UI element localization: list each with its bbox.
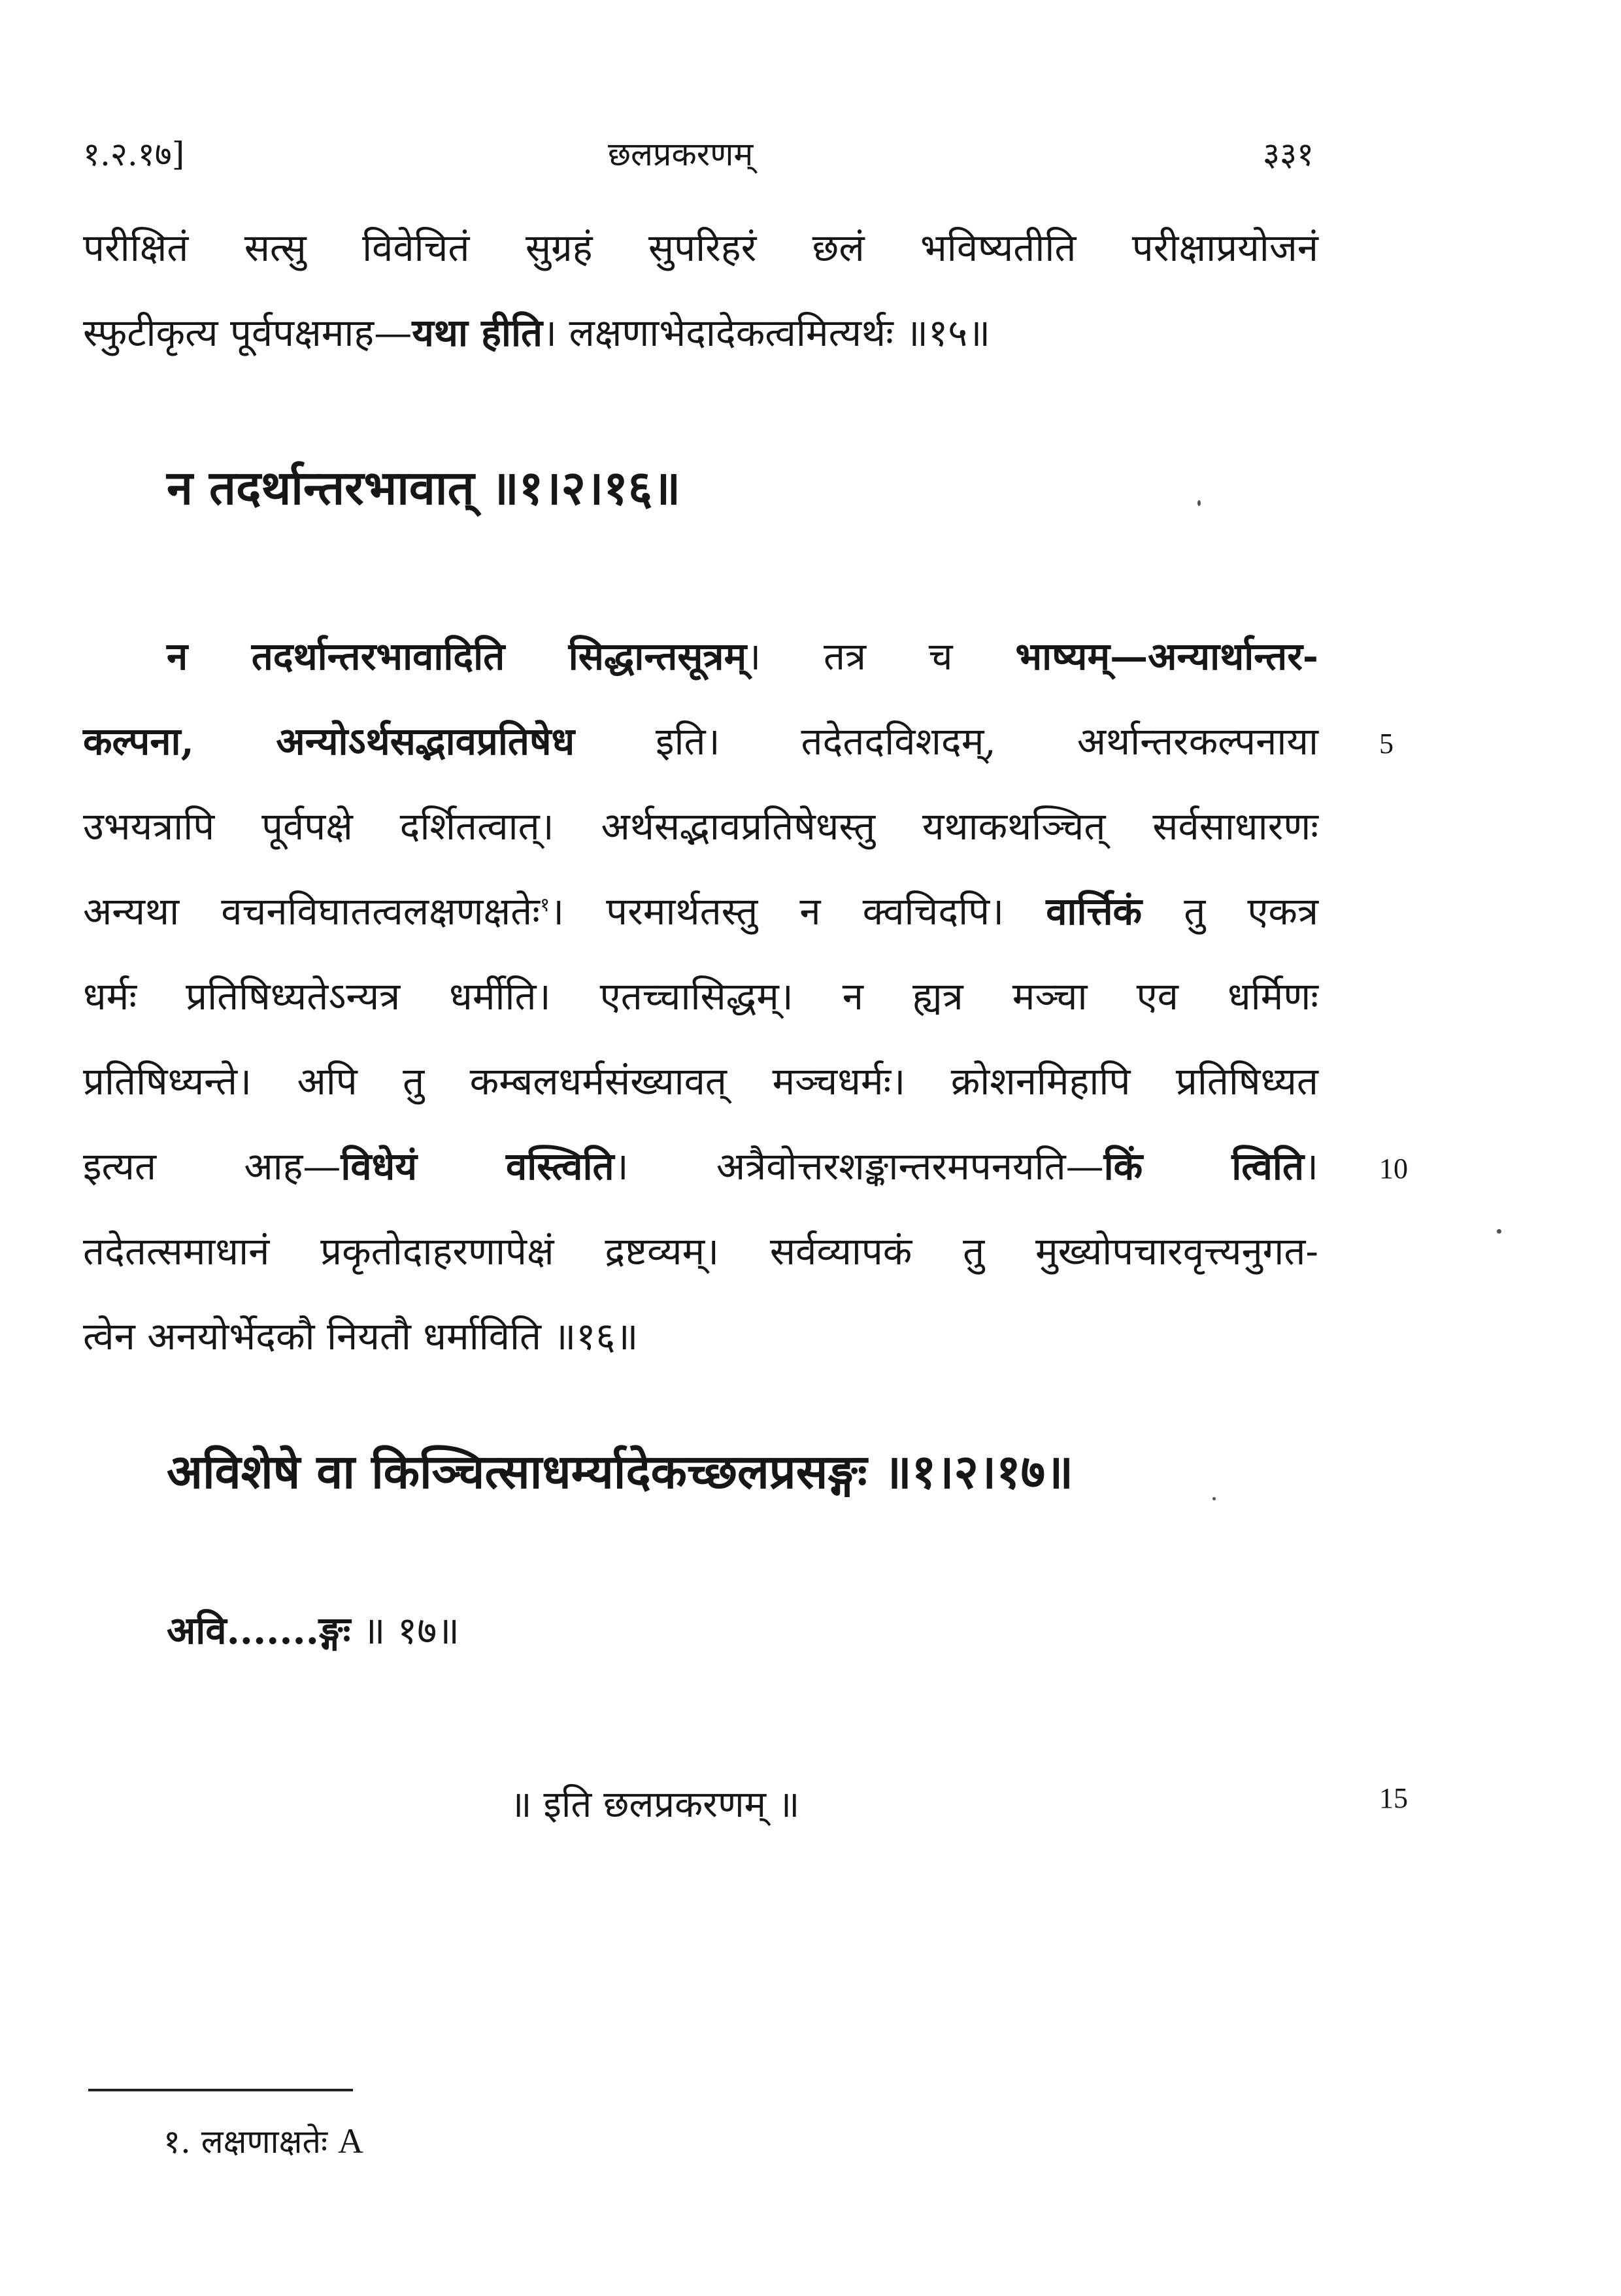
sutra-heading-17: अविशेषे वा किञ्चित्साधर्म्यादेकच्छलप्रसङ्गः ॥१।२।१७॥: [167, 1443, 1074, 1499]
bold-term: अवि.......ङ्गः: [167, 1608, 351, 1653]
footnote: [163, 2118, 363, 2163]
header-section-ref: १.२.१७]: [83, 135, 185, 173]
bold-term: किं त्विति: [1103, 1144, 1305, 1189]
header-title: छलप्रकरणम्: [608, 135, 754, 173]
para2-line3: उभयत्रापि पूर्वपक्षे दर्शितत्वात्। अर्थसद्भावप्रतिषेधस्तु यथाकथञ्चित् सर्वसाधारणः: [83, 804, 1318, 849]
bold-term: विधेयं वस्त्विति: [341, 1144, 614, 1189]
scan-speck: [1497, 1229, 1501, 1234]
text-run: ॥ १७॥: [350, 1608, 460, 1653]
para1-line1: परीक्षितं सत्सु विवेचितं सुग्रहं सुपरिहरं छलं भविष्यतीति परीक्षाप्रयोजनं: [83, 226, 1318, 270]
scan-speck: [1197, 500, 1201, 506]
sutra-heading-16: न तदर्थान्तरभावात् ॥१।२।१६॥: [167, 460, 681, 515]
text-run: अन्यथा वचनविघातत्वलक्षणक्षतेः: [83, 889, 540, 934]
footnote-source: A: [338, 2121, 363, 2161]
page-number: ३३१: [1263, 135, 1314, 173]
para2-line5: धर्मः प्रतिषिध्यतेऽन्यत्र धर्मीति। एतच्चासिद्धम्। न ह्यत्र मञ्चा एव धर्मिणः: [83, 974, 1318, 1019]
bold-term: भाष्यम्—अन्यार्थान्तर-: [1015, 634, 1319, 679]
para2-line4: [83, 889, 1318, 934]
para3-line: [167, 1608, 1402, 1653]
bold-term: न तदर्थान्तरभावादिति सिद्धान्तसूत्रम्: [167, 634, 747, 679]
bold-term: वार्त्तिकं: [1046, 889, 1143, 934]
para2-line6: प्रतिषिध्यन्ते। अपि तु कम्बलधर्मसंख्यावत् मञ्चधर्मः। क्रोशनमिहापि प्रतिषिध्यत: [83, 1059, 1318, 1104]
text-run: । तत्र च: [746, 634, 1016, 679]
colophon: ॥ इति छलप्रकरणम् ॥: [510, 1783, 800, 1826]
text-run: । अत्रैवोत्तरशङ्कान्तरमपनयति—: [614, 1144, 1104, 1189]
para2-line8: तदेतत्समाधानं प्रकृतोदाहरणापेक्षं द्रष्टव्यम्। सर्वव्यापकं तु मुख्योपचारवृत्त्यनुगत-: [83, 1229, 1318, 1274]
text-run: स्फुटीकृत्य पूर्वपक्षमाह—: [83, 311, 412, 355]
margin-line-number: 15: [1379, 1782, 1408, 1814]
text-run: । परमार्थतस्तु न क्वचिदपि।: [550, 889, 1046, 934]
bold-term: कल्पना, अन्योऽर्थसद्भावप्रतिषेध: [83, 719, 575, 764]
para2-line7: [83, 1144, 1318, 1189]
margin-line-number: 10: [1379, 1153, 1408, 1185]
scan-speck: [1212, 1497, 1216, 1500]
bold-term: यथा हीति: [412, 311, 543, 355]
footnote-ref[interactable]: १: [539, 893, 550, 916]
text-run: ।: [1304, 1144, 1318, 1189]
footnote-rule: [88, 2089, 353, 2091]
para2-line1: [167, 634, 1319, 679]
para2-line9: त्वेन अनयोर्भेदकौ नियतौ धर्माविति ॥१६॥: [83, 1314, 639, 1359]
text-run: इत्यत आह—: [83, 1144, 341, 1189]
para1-line2: [83, 311, 1318, 355]
text-run: तु एकत्र: [1142, 889, 1318, 934]
text-run: इति। तदेतदविशदम्, अर्थान्तरकल्पनाया: [575, 719, 1319, 764]
footnote-text: १. लक्षणाक्षतेः: [163, 2123, 328, 2161]
text-run: । लक्षणाभेदादेकत्वमित्यर्थः ॥१५॥: [543, 311, 991, 355]
margin-line-number: 5: [1379, 728, 1394, 760]
para2-line2: [83, 719, 1319, 764]
